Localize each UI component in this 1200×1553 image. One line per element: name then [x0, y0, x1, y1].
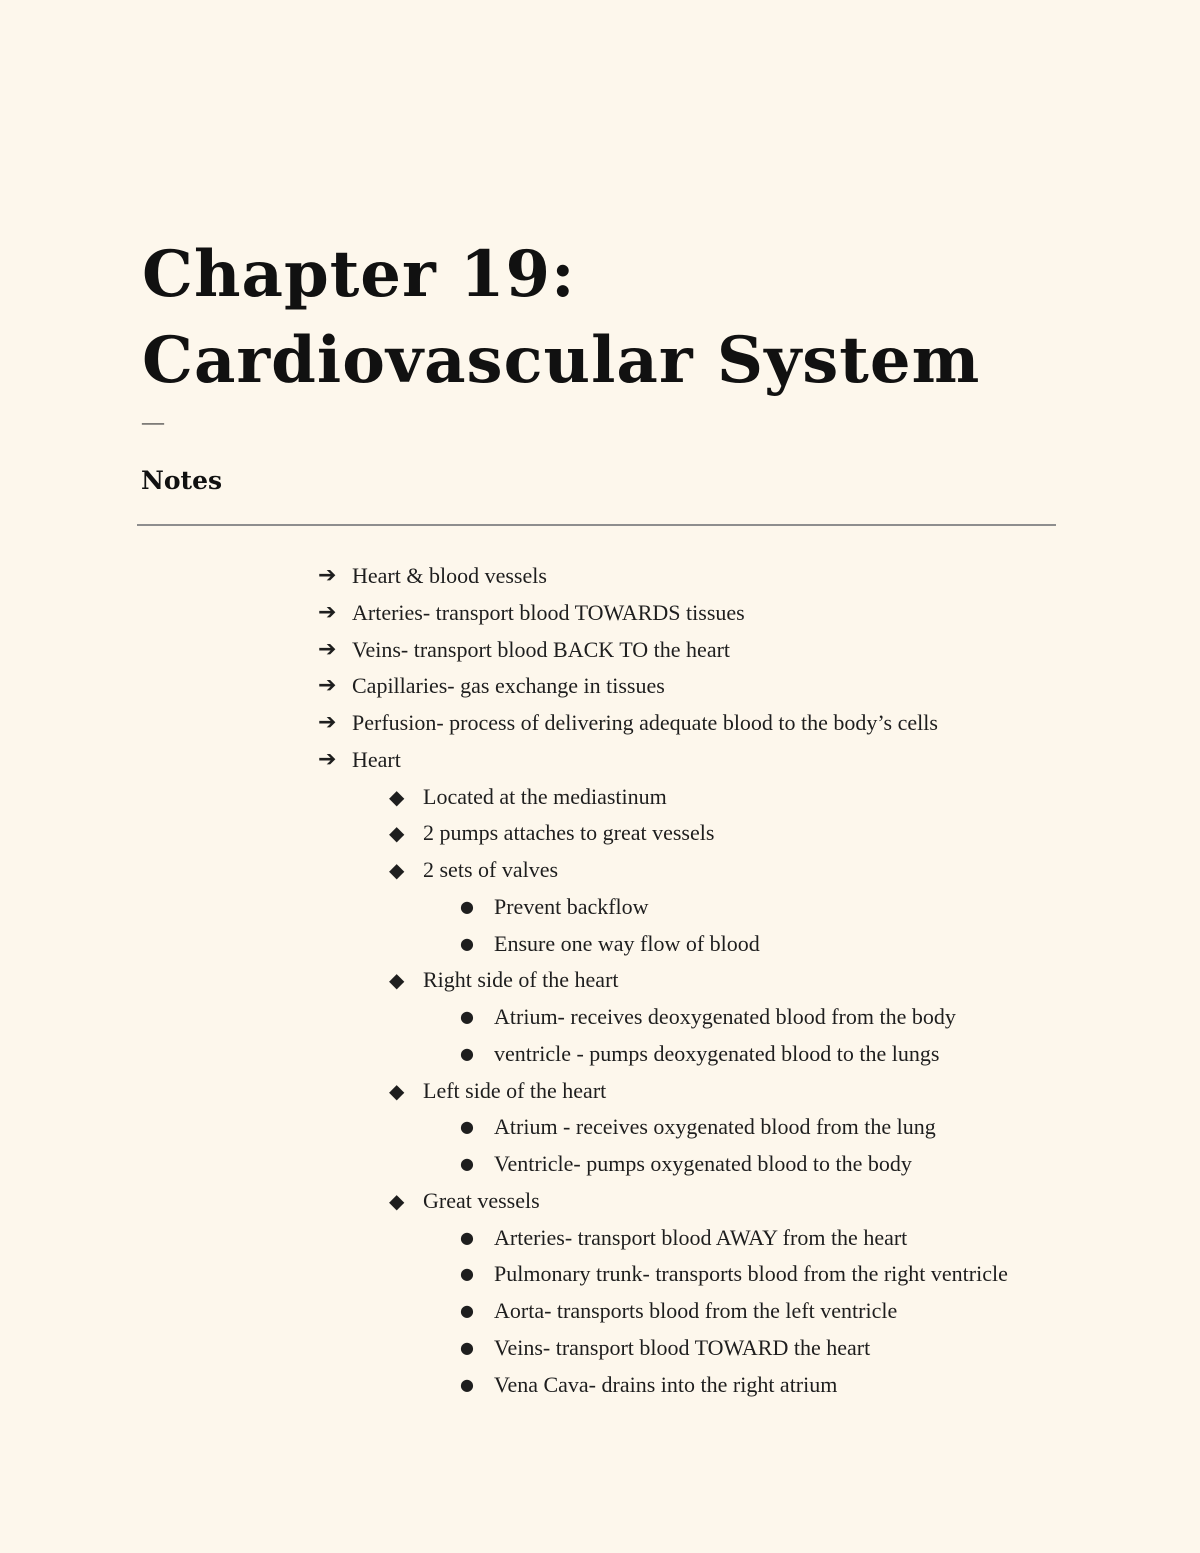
diamond-bullet-icon: ◆: [389, 1078, 405, 1103]
dot-bullet-icon: ●: [460, 1337, 474, 1357]
list-item-text: Heart: [352, 746, 401, 772]
list-item-text: Arteries- transport blood TOWARDS tissues: [352, 599, 745, 625]
diamond-bullet-icon: ◆: [389, 1188, 405, 1213]
horizontal-rule: [137, 524, 1056, 526]
list-item-text: 2 sets of valves: [423, 857, 559, 882]
dot-bullet-icon: ●: [460, 1227, 474, 1247]
dot-bullet-icon: ●: [460, 896, 474, 916]
list-item-text: Capillaries- gas exchange in tissues: [352, 673, 665, 699]
list-item: [0, 999, 1200, 1036]
list-item-text: Vena Cava- drains into the right atrium: [494, 1371, 838, 1397]
diamond-bullet-icon: ◆: [389, 821, 405, 846]
list-item: [0, 1036, 1200, 1073]
list-item: [0, 852, 1200, 889]
page-title: Chapter 19: Cardiovascular System: [142, 237, 981, 398]
diamond-bullet-icon: ◆: [389, 968, 405, 993]
list-item-text: Arteries- transport blood AWAY from the heart: [494, 1224, 908, 1250]
arrow-right-icon: ➔: [318, 563, 337, 588]
list-item: [0, 926, 1200, 963]
list-item: [0, 1073, 1200, 1110]
list-item: [0, 779, 1200, 816]
title-dash: —: [142, 409, 164, 434]
list-item-text: ventricle - pumps deoxygenated blood to the lungs: [494, 1040, 940, 1066]
list-item: [0, 1220, 1200, 1257]
section-heading: Notes: [141, 466, 223, 495]
list-item-text: Veins- transport blood TOWARD the heart: [494, 1334, 871, 1360]
dot-bullet-icon: ●: [460, 933, 474, 953]
list-item: [0, 632, 1200, 669]
dot-bullet-icon: ●: [460, 1301, 474, 1320]
list-item-text: Located at the mediastinum: [423, 783, 667, 809]
dot-bullet-icon: ●: [460, 1117, 474, 1137]
arrow-right-icon: ➔: [318, 746, 337, 772]
list-item: [0, 595, 1200, 632]
list-item-text: Heart & blood vessels: [352, 563, 547, 588]
list-item: [0, 962, 1200, 999]
list-item-text: Left side of the heart: [423, 1077, 607, 1103]
list-item-text: Perfusion- process of delivering adequate blood to the body’s cells: [352, 710, 938, 735]
list-item: [0, 1109, 1200, 1146]
list-item-text: Great vessels: [423, 1187, 540, 1213]
dot-bullet-icon: ●: [460, 1374, 474, 1394]
list-item: [0, 742, 1200, 779]
list-item-text: Atrium - receives oxygenated blood from the lung: [494, 1114, 936, 1140]
arrow-right-icon: ➔: [318, 673, 337, 699]
list-item: [0, 705, 1200, 742]
list-item: [0, 1293, 1200, 1330]
list-item: [0, 1330, 1200, 1367]
list-item: [0, 668, 1200, 705]
dot-bullet-icon: ●: [460, 1043, 474, 1063]
dot-bullet-icon: ●: [460, 1154, 474, 1173]
list-item: [0, 1256, 1200, 1293]
list-item-text: Prevent backflow: [494, 893, 649, 919]
list-item: [0, 889, 1200, 926]
list-item-text: Ventricle- pumps oxygenated blood to the body: [494, 1151, 912, 1176]
dot-bullet-icon: ●: [460, 1007, 474, 1026]
list-item: [0, 1146, 1200, 1183]
list-item: [0, 1183, 1200, 1220]
list-item-text: Ensure one way flow of blood: [494, 930, 760, 956]
list-item-text: 2 pumps attaches to great vessels: [423, 820, 715, 846]
arrow-right-icon: ➔: [318, 599, 337, 625]
list-item: [0, 1367, 1200, 1404]
list-item: [0, 815, 1200, 852]
list-item: [0, 558, 1200, 595]
arrow-right-icon: ➔: [318, 636, 337, 662]
diamond-bullet-icon: ◆: [389, 784, 405, 809]
notes-list: [0, 558, 1200, 1403]
list-item-text: Veins- transport blood BACK TO the heart: [352, 636, 731, 662]
list-item-text: Aorta- transports blood from the left ventricle: [494, 1298, 898, 1323]
arrow-right-icon: ➔: [318, 710, 337, 735]
list-item-text: Pulmonary trunk- transports blood from the right ventricle: [494, 1261, 1008, 1287]
diamond-bullet-icon: ◆: [389, 858, 405, 882]
dot-bullet-icon: ●: [460, 1264, 474, 1284]
list-item-text: Right side of the heart: [423, 967, 619, 993]
list-item-text: Atrium- receives deoxygenated blood from the body: [494, 1004, 956, 1029]
